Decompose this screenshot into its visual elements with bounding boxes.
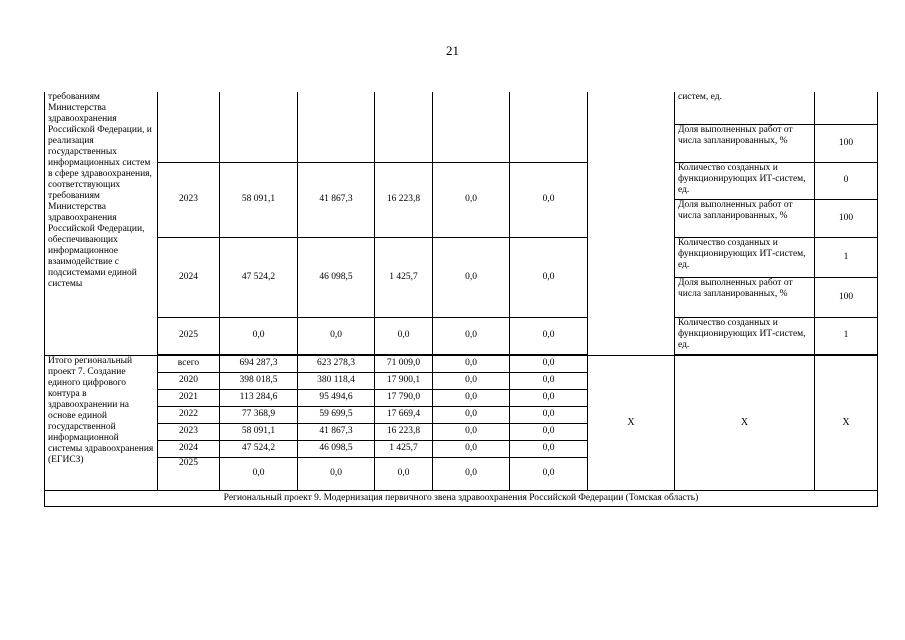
value-cell: 0,0 [433,457,510,490]
value-cell: 58 091,1 [220,162,298,237]
value-cell: 0,0 [510,317,588,354]
indicator-name: Доля выполненных работ от числа запланированных, % [675,124,815,162]
page-number: 21 [446,43,459,58]
indicator-name: систем, ед. [675,92,815,124]
empty-cell [220,92,298,162]
empty-cell [510,92,588,162]
value-cell: 0,0 [298,317,375,354]
year-cell: 2021 [158,389,220,406]
value-cell: 0,0 [220,317,298,354]
indicator-value: 1 [815,317,878,354]
indicator-name: Количество созданных и функционирующих ИТ-систем, ед. [675,317,815,354]
value-cell: 59 699,5 [298,406,375,423]
value-cell: 0,0 [510,406,588,423]
year-cell: 2023 [158,162,220,237]
value-cell: 17 900,1 [375,372,433,389]
indicator-value: 1 [815,237,878,277]
value-cell: 380 118,4 [298,372,375,389]
value-cell: 0,0 [433,162,510,237]
indicator-value: 100 [815,124,878,162]
table-row [45,490,878,506]
value-cell: 0,0 [510,162,588,237]
indicator-value [815,92,878,124]
empty-cell [588,92,675,355]
year-cell: 2022 [158,406,220,423]
value-cell: 71 009,0 [375,355,433,372]
value-cell: 0,0 [510,440,588,457]
empty-cell [375,92,433,162]
value-cell: 0,0 [433,372,510,389]
indicator-value: 0 [815,162,878,199]
value-cell: 17 790,0 [375,389,433,406]
empty-cell [158,92,220,162]
value-cell: 0,0 [510,237,588,317]
year-cell: 2024 [158,440,220,457]
value-cell: 41 867,3 [298,162,375,237]
value-cell: 0,0 [433,423,510,440]
indicator-name: Доля выполненных работ от числа запланированных, % [675,199,815,237]
value-cell: 46 098,5 [298,237,375,317]
value-cell: 0,0 [510,355,588,372]
indicator-value: 100 [815,199,878,237]
value-cell: 694 287,3 [220,355,298,372]
section-heading: Региональный проект 9. Модернизация первичного звена здравоохранения Российской Федерации (Томская область) [45,490,878,506]
value-cell: 1 425,7 [375,440,433,457]
value-cell: 398 018,5 [220,372,298,389]
value-cell: 0,0 [220,457,298,490]
value-cell: 0,0 [433,406,510,423]
empty-cell [433,92,510,162]
indicator-name: Доля выполненных работ от числа запланированных, % [675,277,815,317]
value-cell: 1 425,7 [375,237,433,317]
year-cell: всего [158,355,220,372]
year-cell: 2023 [158,423,220,440]
value-cell: 0,0 [375,457,433,490]
value-cell: 623 278,3 [298,355,375,372]
year-cell: 2025 [158,317,220,354]
budget-table [44,92,878,507]
table-row [45,162,878,199]
x-mark: X [588,355,675,490]
value-cell: 0,0 [433,440,510,457]
x-mark: X [675,355,815,490]
indicator-name: Количество созданных и функционирующих ИТ-систем, ед. [675,237,815,277]
table-row [45,92,878,124]
value-cell: 47 524,2 [220,440,298,457]
value-cell: 77 368,9 [220,406,298,423]
value-cell: 0,0 [433,389,510,406]
x-mark: X [815,355,878,490]
empty-cell [298,92,375,162]
table-row [45,237,878,277]
value-cell: 0,0 [510,457,588,490]
value-cell: 0,0 [510,372,588,389]
total-name-cell: Итого региональный проект 7. Создание единого цифрового контура в здравоохранении на основе единой государственной информационной системы здравоохранения (ЕГИСЗ) [45,355,158,490]
table-row [45,317,878,354]
value-cell: 95 494,6 [298,389,375,406]
value-cell: 16 223,8 [375,423,433,440]
value-cell: 0,0 [433,237,510,317]
value-cell: 17 669,4 [375,406,433,423]
value-cell: 16 223,8 [375,162,433,237]
value-cell: 0,0 [375,317,433,354]
year-cell: 2025 [158,457,220,490]
indicator-name: Количество созданных и функционирующих ИТ-систем, ед. [675,162,815,199]
value-cell: 0,0 [298,457,375,490]
value-cell: 0,0 [433,355,510,372]
value-cell: 0,0 [433,317,510,354]
year-cell: 2020 [158,372,220,389]
value-cell: 58 091,1 [220,423,298,440]
value-cell: 0,0 [510,423,588,440]
value-cell: 47 524,2 [220,237,298,317]
value-cell: 113 284,6 [220,389,298,406]
table-row [45,355,878,372]
value-cell: 0,0 [510,389,588,406]
year-cell: 2024 [158,237,220,317]
value-cell: 41 867,3 [298,423,375,440]
indicator-value: 100 [815,277,878,317]
value-cell: 46 098,5 [298,440,375,457]
event-name-cell: требованиям Министерства здравоохранения Российской Федерации, и реализация государственных информационных систем в сфере здравоохранения, соответствующих требованиям Министерства здравоохранения Российской Федерации, обеспечивающих информационное взаимодействие с подсистемами единой системы [45,92,158,355]
